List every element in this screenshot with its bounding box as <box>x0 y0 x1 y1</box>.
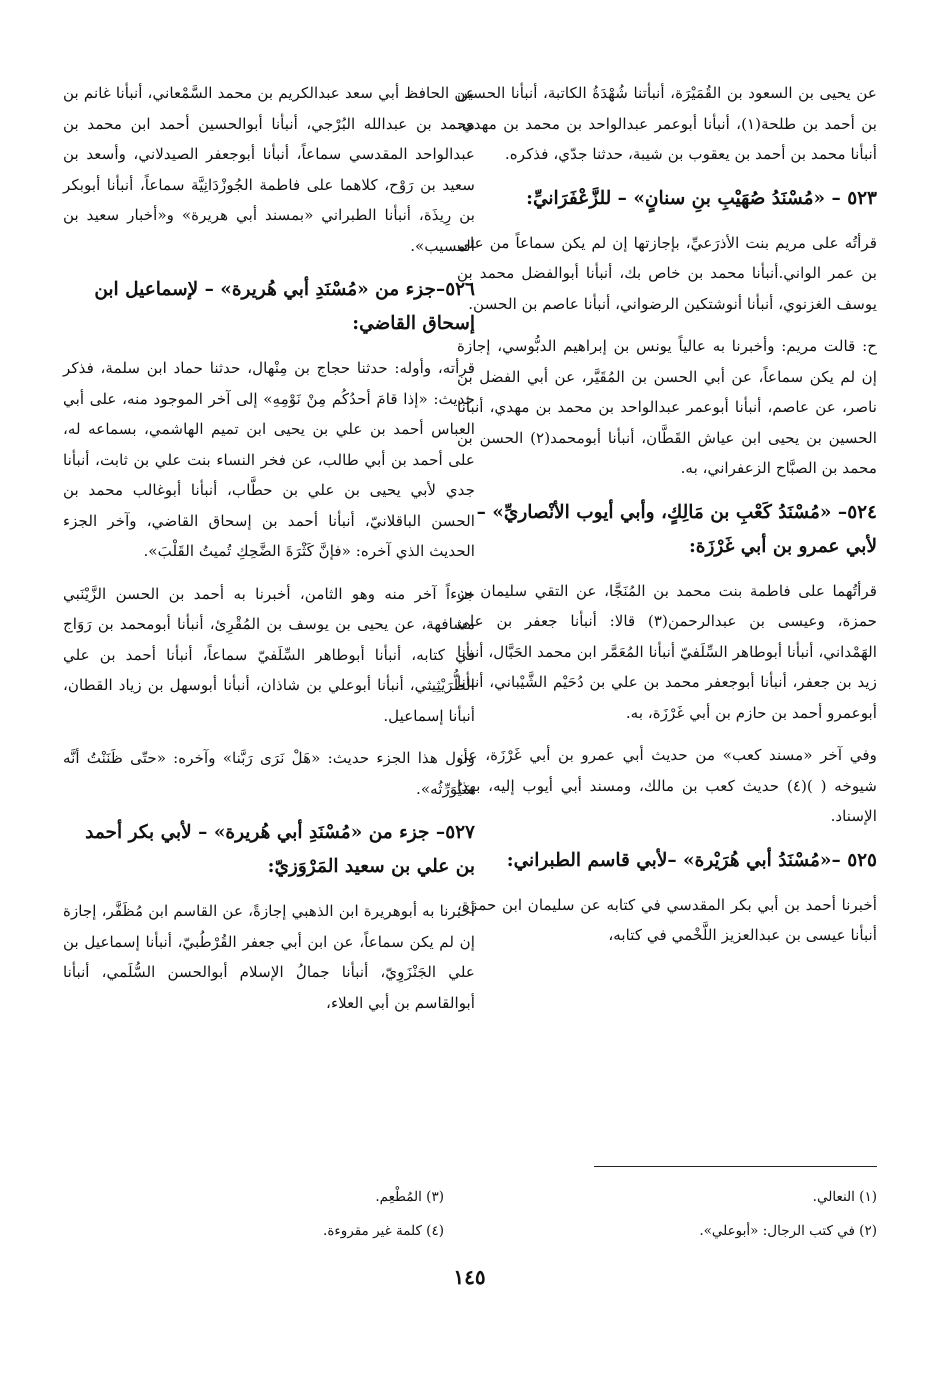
paragraph: وفي آخر «مسند كعب» من حديث أبي عمرو بن أبي غَرْزَة، عن شيوخه ( )(٤) حديث كعب بن مالك، ومسند أبي أيوب إليه، بهذا الإسناد. <box>457 746 877 825</box>
paragraph: أخبرنا أحمد بن أبي بكر المقدسي في كتابه عن سليمان ابن حمزة، أنبأنا عيسى بن عبدالعزيز اللَّخْمي في كتابه، <box>457 895 877 944</box>
section-heading: ٥٢٥ –«مُسْنَدُ أبي هُرَيْرة» –لأبي قاسم الطبراني: <box>506 849 877 871</box>
paragraph: عن الحافظ أبي سعد عبدالكريم بن محمد السَّمْعاني، أنبأنا غانم بن محمد بن عبدالله البُرْجي، أنبأنا أبوالحسين أحمد ابن محمد بن عبدالواحد المقدسي سماعاً، أنبأنا أبوجعفر الصيدلاني، وأسعد بن سعيد بن رَوْح، كلاهما على فاطمة الجُوزْدَانِيَّة سماعاً، أنبأنا أبوبكر بن رِيذَة، أنبأنا الطبراني «بمسند أبي هريرة» و«أخبار سعيد بن المسيب». <box>63 84 475 255</box>
paragraph: أخبرنا به أبوهريرة ابن الذهبي إجازةً، عن القاسم ابن مُظَفَّر، إجازة إن لم يكن سماعاً، عن ابن أبي جعفر القُرْطُبيّ، أنبأنا إسماعيل بن علي الجَنْزَوِيّ، أنبأنا جمالُ الإسلام أبوالحسن السُّلَمي، أنبأنا أبوالقاسم بن أبي العلاء، <box>63 902 475 1012</box>
right-column <box>457 78 877 963</box>
paragraph: ح: قالت مريم: وأخبرنا به عالياً يونس بن إبراهيم الدبُّوسي، إجازة إن لم يكن سماعاً، عن أبي الحسن بن المُقَيَّر، عن أبي الفضل بن ناصر، عن عاصم، أنبأنا أبوعمر عبدالواحد بن محمد بن مهدي، أنبأنا الحسين بن يحيى ابن عياش القَطَّان، أنبأنا أبومحمد(٢) الحسن بن محمد بن الصبَّاح الزعفراني، به. <box>457 337 877 477</box>
section-heading: ٥٢٤– «مُسْنَدُ كَعْبِ بن مَالِكٍ، وأبي أيوب الأنْصاريِّ» – لأبي عمرو بن أبي غَرْزَة: <box>476 501 877 557</box>
paragraph: عن يحيى بن السعود بن القُمَيْرَة، أنبأتنا شُهْدَةُ الكاتبة، أنبأنا الحسين بن أحمد بن طلحة(١)، أنبأنا أبوعمر عبدالواحد بن محمد بن مهدي، أنبأنا محمد بن أحمد بن يعقوب بن شيبة، حدثنا جدّي، فذكره. <box>457 84 877 163</box>
footnote-1: (١) النعالي. <box>812 1189 877 1205</box>
paragraph: قرأتُهما على فاطمة بنت محمد بن المُنَجَّا، عن التقي سليمان بن حمزة، وعيسى بن عبدالرحمن(٣) قالا: أنبأنا جعفر بن علي الهَمْداني، أنبأنا أبوطاهر السِّلَفيّ أنبأنا المُعَمَّر ابن محمد الحَبَّال، أنبأنا زيد بن جعفر، أنبأنا أبوجعفر محمد بن علي بن دُحَيْم الشَّيْباني، أنبأنا أبوعمرو أحمد بن حازم بن أبي غَرْزَة، به. <box>457 581 877 722</box>
paragraph: قرأتُه على مريم بنت الأذرَعيِّ، بإجازتها إن لم يكن سماعاً من علي بن عمر الواني.أنبأنا محمد بن خاص بك، أنبأنا أبوالفضل محمد بن يوسف الغزنوي، أنبأنا أنوشتكين الرضواني، أنبأنا عاصم بن الحسن. <box>457 233 877 313</box>
section-heading: ٥٢٣ – «مُسْنَدُ صُهَيْبِ بنِ سنانٍ» – للزَّعْفَرَانيِّ: <box>526 187 877 209</box>
left-column <box>63 78 475 1030</box>
paragraph: قرأته، وأوله: حدثنا حجاج بن مِنْهال، حدثنا حماد ابن سلمة، فذكر حديث: «إذا قامَ أحدُكُم مِنْ نَوْمِهِ» إلى آخر الموجود منه، على أبي العباس أحمد بن علي بن يحيى ابن تميم الهاشمي، بسماعه له، على أحمد بن أبي طالب، عن فخر النساء بنت علي بن ثابت، أنبأنا جدي لأبي يحيى بن علي بن حطَّاب، أنبأنا أبوغالب محمد بن الحسن الباقلانيّ، أنبأنا أحمد بن إسحاق القاضي، وآخر الجزء الحديث الذي آخره: «فإنَّ كَثْرَةَ الضَّحِكِ تُميتُ القَلْبَ». <box>63 359 475 560</box>
paragraph: وأول هذا الجزء حديث: «هَلْ نَرَى رَبَّنا» وآخره: «حتّى ظَنَنْتُ أنَّه سَيُوَرِّثُه». <box>63 749 475 798</box>
section-heading: ٥٢٦–جزء من «مُسْنَدِ أبي هُريرة» – لإسماعيل ابن إسحاق القاضي: <box>94 279 475 334</box>
footnote-divider <box>594 1166 877 1167</box>
page-number: ١٤٥ <box>453 1265 486 1289</box>
footnote-4: (٤) كلمة غير مقروءة. <box>323 1223 444 1239</box>
footnote-3: (٣) المُطْعِم. <box>375 1189 444 1205</box>
footnote-2: (٢) في كتب الرجال: «أبوعلي». <box>699 1223 877 1239</box>
section-heading: ٥٢٧– جزء من «مُسْنَدِ أبي هُريرة» – لأبي بكر أحمد بن علي بن سعيد المَرْوَزيّ: <box>85 822 475 877</box>
paragraph: جزءاً آخر منه وهو الثامن، أخبرنا به أحمد بن الحسن الزَّيْنَبي مشافهة، عن يحيى بن يوسف بن المُقْرِئ، أنبأنا أبومحمد بن رَوَاج في كتابه، أنبأنا أبوطاهر السِّلَفيّ سماعاً، أنبأنا أحمد بن علي الطُّرَيْثِيثي، أنبأنا أبوعلي بن شاذان، أنبأنا أبوسهل بن زياد القطان، أنبأنا إسماعيل. <box>63 584 475 725</box>
